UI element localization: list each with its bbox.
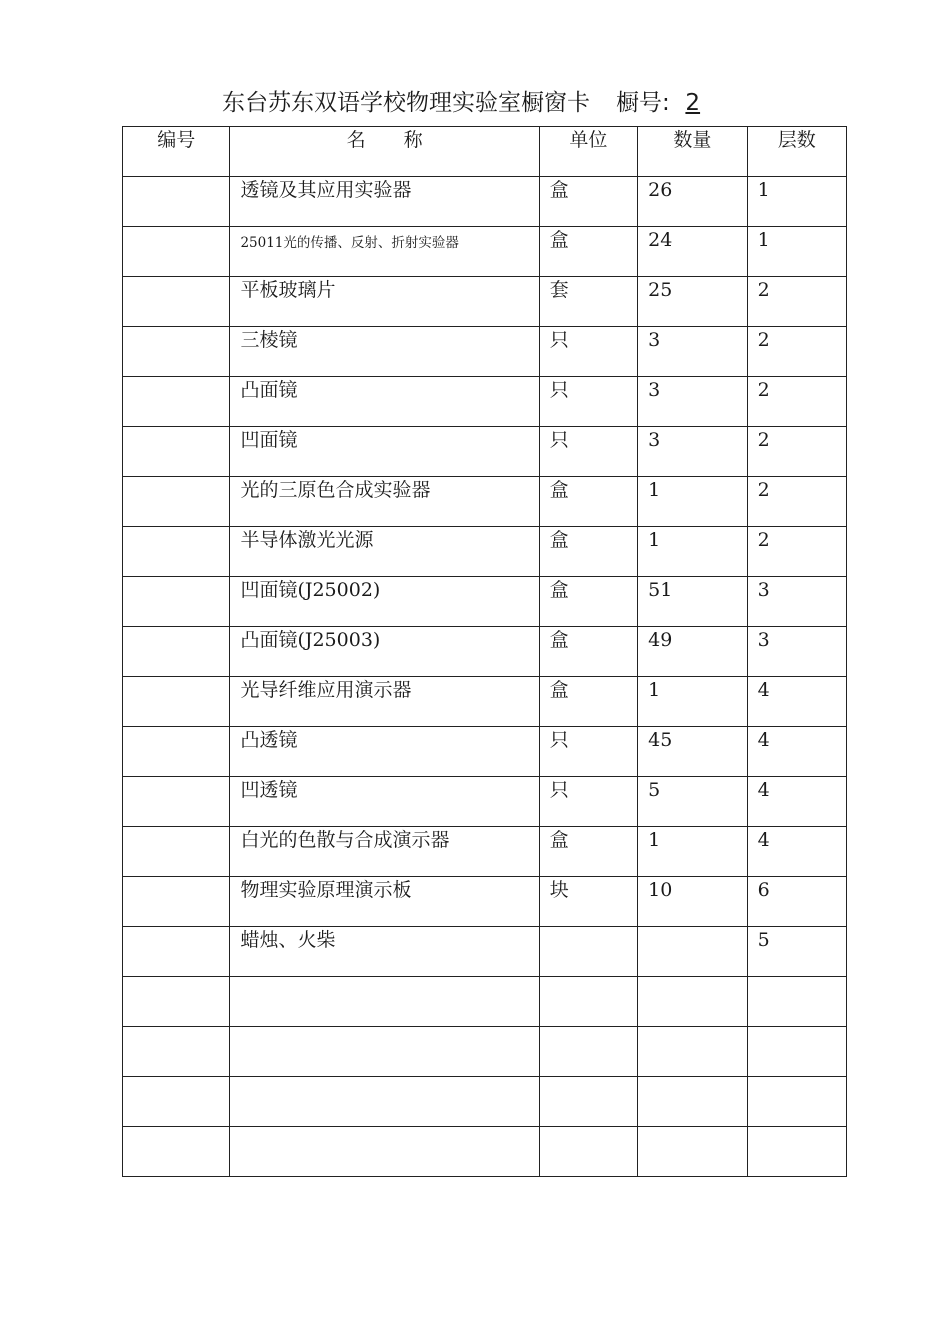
cell-qty-text: 1 — [648, 679, 661, 701]
cell-name-text: 凹透镜 — [240, 779, 298, 801]
cabinet-label: 橱号: — [616, 90, 670, 116]
cell-name-text — [240, 977, 538, 979]
cell-qty-text: 3 — [648, 329, 661, 351]
cell-name-text: 光导纤维应用演示器 — [240, 679, 412, 701]
cell-name — [230, 827, 539, 877]
cell-qty — [638, 377, 747, 427]
header-name-label: 名 称 — [346, 129, 423, 151]
cell-layer-text — [758, 1127, 846, 1129]
cell-layer — [747, 477, 846, 527]
cell-no — [123, 1077, 230, 1127]
inventory-table — [122, 126, 847, 1177]
cell-layer-text: 2 — [757, 529, 770, 551]
cell-no — [123, 727, 230, 777]
cell-qty — [638, 277, 747, 327]
cell-qty — [638, 677, 747, 727]
cell-name — [230, 427, 539, 477]
cell-no — [123, 327, 230, 377]
table-row — [123, 327, 847, 377]
cell-no — [123, 427, 230, 477]
cell-unit — [539, 927, 637, 977]
cell-unit — [539, 277, 637, 327]
cell-name — [230, 1077, 539, 1127]
cell-layer — [747, 327, 846, 377]
cell-unit — [539, 427, 637, 477]
cell-no-text — [133, 777, 229, 779]
cell-name — [230, 777, 539, 827]
table-row — [123, 977, 847, 1027]
cell-layer-text: 1 — [757, 179, 770, 201]
cell-qty — [638, 1077, 747, 1127]
cell-name — [230, 677, 539, 727]
cell-qty-text: 1 — [648, 829, 661, 851]
cell-layer — [747, 177, 846, 227]
cell-layer-text — [758, 1027, 846, 1029]
cell-no — [123, 477, 230, 527]
cell-name-text: 蜡烛、火柴 — [240, 929, 336, 951]
table-row — [123, 677, 847, 727]
header-row — [123, 127, 847, 177]
cell-name-text: 凸面镜 — [240, 379, 298, 401]
cell-layer-text: 3 — [757, 579, 770, 601]
cell-unit-text: 盒 — [549, 679, 569, 701]
header-no-label: 编号 — [157, 129, 196, 151]
table-row — [123, 227, 847, 277]
table-row — [123, 827, 847, 877]
cell-layer — [747, 977, 846, 1027]
page-title-text: 东台苏东双语学校物理实验室橱窗卡 — [222, 90, 590, 116]
cell-layer — [747, 1127, 846, 1177]
cell-no-text — [133, 877, 229, 879]
cell-layer-text — [758, 977, 846, 979]
cell-qty-text: 3 — [648, 429, 661, 451]
cell-name-text — [240, 1127, 538, 1129]
cell-no-text — [133, 327, 229, 329]
cell-qty — [638, 777, 747, 827]
cell-name-text: 凹面镜 — [240, 429, 298, 451]
cell-name-text: 凹面镜(J25002) — [240, 579, 381, 601]
cell-unit — [539, 1127, 637, 1177]
cell-unit-text: 只 — [549, 779, 569, 801]
cell-qty — [638, 477, 747, 527]
cell-no-text — [133, 977, 229, 979]
cell-no-text — [133, 277, 229, 279]
header-qty — [638, 127, 747, 177]
cell-unit — [539, 1027, 637, 1077]
cell-layer-text: 4 — [757, 779, 770, 801]
cell-name — [230, 627, 539, 677]
cell-unit — [539, 677, 637, 727]
cell-unit — [539, 527, 637, 577]
cell-no-text — [133, 377, 229, 379]
cell-layer-text: 2 — [757, 279, 770, 301]
cell-unit — [539, 777, 637, 827]
cell-layer-text: 2 — [757, 479, 770, 501]
cell-no-text — [133, 1127, 229, 1129]
cell-layer — [747, 777, 846, 827]
cell-name — [230, 727, 539, 777]
cell-qty — [638, 727, 747, 777]
table-row — [123, 1027, 847, 1077]
cell-unit — [539, 727, 637, 777]
header-no — [123, 127, 230, 177]
cell-no — [123, 877, 230, 927]
cell-unit-text: 只 — [549, 729, 569, 751]
cell-no — [123, 1127, 230, 1177]
cell-unit — [539, 627, 637, 677]
cell-unit — [539, 577, 637, 627]
cell-layer-text: 4 — [757, 679, 770, 701]
table-row — [123, 277, 847, 327]
cell-layer — [747, 727, 846, 777]
cell-no — [123, 1027, 230, 1077]
cell-unit-text: 盒 — [549, 529, 569, 551]
cell-no — [123, 177, 230, 227]
cell-qty-text — [648, 977, 746, 979]
cell-layer-text: 2 — [757, 379, 770, 401]
cell-qty-text — [648, 927, 746, 929]
page-title — [222, 86, 716, 120]
cell-qty — [638, 527, 747, 577]
cell-layer-text: 4 — [757, 729, 770, 751]
cell-layer — [747, 577, 846, 627]
cell-qty-text — [648, 1127, 746, 1129]
table-row — [123, 477, 847, 527]
cell-name — [230, 227, 539, 277]
cell-layer — [747, 677, 846, 727]
cell-name-text: 透镜及其应用实验器 — [240, 179, 412, 201]
cell-layer — [747, 377, 846, 427]
cell-qty — [638, 1127, 747, 1177]
table-row — [123, 427, 847, 477]
cell-unit — [539, 327, 637, 377]
cell-no-text — [133, 477, 229, 479]
cell-qty-text: 51 — [648, 579, 673, 601]
table-row — [123, 777, 847, 827]
cell-no — [123, 977, 230, 1027]
cell-layer — [747, 877, 846, 927]
table-row — [123, 577, 847, 627]
cell-qty-text: 25 — [648, 279, 673, 301]
cell-layer-text: 5 — [757, 929, 770, 951]
cell-unit-text: 只 — [549, 429, 569, 451]
cell-name-text: 光的三原色合成实验器 — [240, 479, 431, 501]
cell-qty — [638, 977, 747, 1027]
cell-unit — [539, 977, 637, 1027]
cell-name-text: 物理实验原理演示板 — [240, 879, 412, 901]
cell-name-text: 25011光的传播、反射、折射实验器 — [240, 235, 459, 251]
cell-qty — [638, 827, 747, 877]
cell-no — [123, 377, 230, 427]
cell-name — [230, 1027, 539, 1077]
cell-unit-text: 盒 — [549, 829, 569, 851]
table-row — [123, 377, 847, 427]
header-name — [230, 127, 539, 177]
cell-qty — [638, 577, 747, 627]
cell-no — [123, 627, 230, 677]
cell-layer-text: 1 — [757, 229, 770, 251]
cell-qty-text: 1 — [648, 529, 661, 551]
cell-name-text: 白光的色散与合成演示器 — [240, 829, 450, 851]
cell-name-text — [240, 1027, 538, 1029]
cell-unit-text: 盒 — [549, 629, 569, 651]
table-row — [123, 877, 847, 927]
cell-unit — [539, 477, 637, 527]
cell-layer — [747, 1077, 846, 1127]
cell-layer-text: 6 — [757, 879, 770, 901]
cell-layer — [747, 527, 846, 577]
cell-name — [230, 877, 539, 927]
cell-unit — [539, 877, 637, 927]
cell-unit-text — [550, 1127, 637, 1129]
cell-no-text — [133, 227, 229, 229]
cell-no — [123, 277, 230, 327]
cell-qty — [638, 877, 747, 927]
cell-name-text — [240, 1077, 538, 1079]
header-layer-label: 层数 — [777, 129, 816, 151]
header-unit-label: 单位 — [569, 129, 608, 151]
table-body — [123, 177, 847, 1177]
cell-layer-text: 2 — [757, 329, 770, 351]
cell-name — [230, 327, 539, 377]
cell-unit — [539, 1077, 637, 1127]
cell-qty-text: 49 — [648, 629, 673, 651]
cell-layer-text — [758, 1077, 846, 1079]
cell-qty-text: 10 — [648, 879, 673, 901]
cell-qty — [638, 177, 747, 227]
cell-no-text — [133, 627, 229, 629]
cell-name-text: 半导体激光光源 — [240, 529, 374, 551]
cell-name-text: 凸面镜(J25003) — [240, 629, 381, 651]
cell-qty-text: 1 — [648, 479, 661, 501]
cell-name-text: 平板玻璃片 — [240, 279, 336, 301]
cell-no-text — [133, 527, 229, 529]
cell-no-text — [133, 827, 229, 829]
cell-no-text — [133, 577, 229, 579]
table-row — [123, 527, 847, 577]
cell-no — [123, 227, 230, 277]
cell-layer-text: 2 — [757, 429, 770, 451]
cell-qty-text: 3 — [648, 379, 661, 401]
cell-qty-text: 45 — [648, 729, 673, 751]
table-row — [123, 1077, 847, 1127]
cell-name — [230, 927, 539, 977]
cell-unit-text — [550, 927, 637, 929]
table-row — [123, 627, 847, 677]
header-layer — [747, 127, 846, 177]
cell-name — [230, 577, 539, 627]
cell-qty-text: 26 — [648, 179, 673, 201]
cell-layer-text: 3 — [757, 629, 770, 651]
cell-no — [123, 827, 230, 877]
cell-layer — [747, 827, 846, 877]
table-row — [123, 1127, 847, 1177]
cell-no-text — [133, 927, 229, 929]
cell-qty-text — [648, 1027, 746, 1029]
cell-layer — [747, 227, 846, 277]
cell-unit-text: 套 — [549, 279, 569, 301]
cell-unit-text: 盒 — [549, 229, 569, 251]
cell-qty — [638, 627, 747, 677]
cell-name — [230, 977, 539, 1027]
cell-unit-text: 盒 — [549, 479, 569, 501]
cell-unit-text: 只 — [549, 329, 569, 351]
cell-no-text — [133, 1077, 229, 1079]
cell-name — [230, 277, 539, 327]
table-row — [123, 927, 847, 977]
cell-layer — [747, 1027, 846, 1077]
cell-layer-text: 4 — [757, 829, 770, 851]
cell-no-text — [133, 677, 229, 679]
cabinet-number: 2 — [685, 90, 701, 116]
table-row — [123, 727, 847, 777]
cell-name — [230, 377, 539, 427]
cell-no-text — [133, 727, 229, 729]
cell-qty — [638, 227, 747, 277]
cell-name-text: 三棱镜 — [240, 329, 298, 351]
cell-qty — [638, 927, 747, 977]
cell-qty-text — [648, 1077, 746, 1079]
header-qty-label: 数量 — [673, 129, 712, 151]
cell-unit — [539, 377, 637, 427]
cell-layer — [747, 277, 846, 327]
cell-name — [230, 1127, 539, 1177]
cell-qty-text: 24 — [648, 229, 673, 251]
cell-unit-text: 只 — [549, 379, 569, 401]
cell-qty — [638, 1027, 747, 1077]
cell-unit-text — [550, 1077, 637, 1079]
cell-layer — [747, 927, 846, 977]
cell-no — [123, 677, 230, 727]
cell-no — [123, 577, 230, 627]
cell-unit — [539, 227, 637, 277]
cell-layer — [747, 427, 846, 477]
cell-unit-text: 块 — [549, 879, 569, 901]
header-unit — [539, 127, 637, 177]
cell-unit-text: 盒 — [549, 579, 569, 601]
cell-qty — [638, 427, 747, 477]
cell-unit-text — [550, 977, 637, 979]
cell-name-text: 凸透镜 — [240, 729, 298, 751]
cell-unit-text: 盒 — [549, 179, 569, 201]
cell-name — [230, 177, 539, 227]
cell-name — [230, 477, 539, 527]
cell-no — [123, 927, 230, 977]
table-row — [123, 177, 847, 227]
cell-unit — [539, 827, 637, 877]
cell-unit-text — [550, 1027, 637, 1029]
cell-qty — [638, 327, 747, 377]
cell-qty-text: 5 — [648, 779, 661, 801]
cell-unit — [539, 177, 637, 227]
cell-no-text — [133, 1027, 229, 1029]
cell-no — [123, 777, 230, 827]
cell-name — [230, 527, 539, 577]
cell-no-text — [133, 427, 229, 429]
cell-no — [123, 527, 230, 577]
cell-no-text — [133, 177, 229, 179]
cell-layer — [747, 627, 846, 677]
